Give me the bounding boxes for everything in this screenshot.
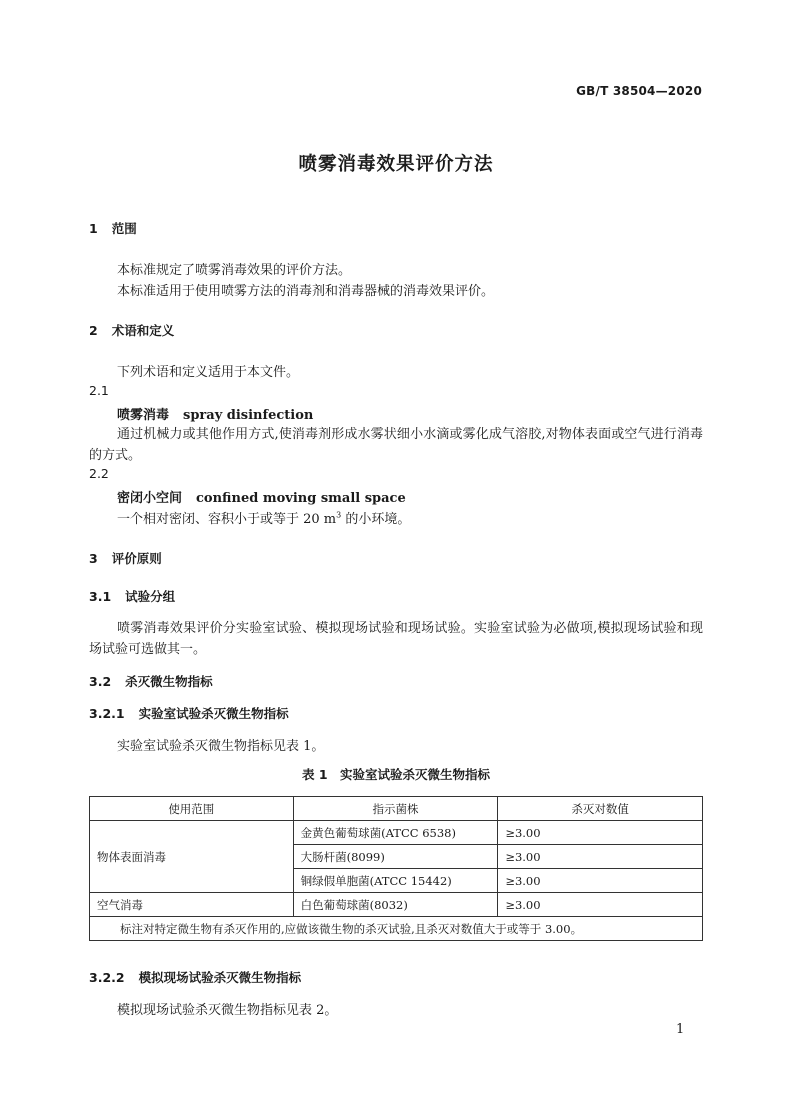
table-header: 使用范围 <box>90 797 294 821</box>
section-number: 3.2.1 <box>89 706 125 721</box>
paragraph: 实验室试验杀灭微生物指标见表 1。 <box>117 739 325 754</box>
section-title: 试验分组 <box>125 589 176 604</box>
term-zh: 密闭小空间 <box>117 491 183 506</box>
table-row <box>90 821 703 845</box>
value-cell: ≥3.00 <box>498 845 703 869</box>
paragraph: 喷雾消毒效果评价分实验室试验、模拟现场试验和现场试验。实验室试验为必做项,模拟现场试验和现场试验可选做其一。 <box>89 621 703 657</box>
document-title: 喷雾消毒效果评价方法 <box>298 154 494 175</box>
table-caption: 表 1 实验室试验杀灭微生物指标 <box>301 767 491 782</box>
section-3-2-heading <box>89 672 213 690</box>
strain-cell: 金黄色葡萄球菌(ATCC 6538) <box>293 821 498 845</box>
section-title: 实验室试验杀灭微生物指标 <box>138 706 289 721</box>
table-note-row <box>90 917 703 941</box>
term-en: spray disinfection <box>183 408 314 423</box>
section-number: 1 <box>89 221 98 236</box>
term-2-1 <box>117 404 313 423</box>
term-2-2 <box>117 487 406 506</box>
strain-cell: 铜绿假单胞菌(ATCC 15442) <box>293 869 498 893</box>
table-row <box>90 893 703 917</box>
standard-code: GB/T 38504—2020 <box>576 84 702 98</box>
definition-text: 的小环境。 <box>341 512 411 527</box>
paragraph: 本标准规定了喷雾消毒效果的评价方法。 <box>117 263 352 278</box>
section-3-2-2-heading <box>89 968 301 986</box>
section-number: 3.2 <box>89 674 112 689</box>
term-zh: 喷雾消毒 <box>117 408 170 423</box>
section-3-2-1-heading <box>89 704 289 722</box>
section-title: 杀灭微生物指标 <box>125 674 213 689</box>
section-3-1-heading <box>89 587 175 605</box>
paragraph: 下列术语和定义适用于本文件。 <box>117 365 300 380</box>
table-header-row <box>90 797 703 821</box>
section-number: 3.2.2 <box>89 970 125 985</box>
paragraph: 模拟现场试验杀灭微生物指标见表 2。 <box>117 1003 338 1018</box>
section-number: 3.1 <box>89 589 112 604</box>
section-number: 2 <box>89 323 98 338</box>
table-header: 指示菌株 <box>293 797 498 821</box>
value-cell: ≥3.00 <box>498 821 703 845</box>
usage-cell: 空气消毒 <box>90 893 294 917</box>
table-header: 杀灭对数值 <box>498 797 703 821</box>
superscript: 3 <box>336 510 342 520</box>
page-number: 1 <box>676 1022 685 1037</box>
paragraph: 本标准适用于使用喷雾方法的消毒剂和消毒器械的消毒效果评价。 <box>117 284 495 299</box>
section-title: 范围 <box>111 221 137 236</box>
section-3-heading <box>89 549 162 567</box>
value-cell: ≥3.00 <box>498 869 703 893</box>
section-title: 模拟现场试验杀灭微生物指标 <box>138 970 302 985</box>
term-number: 2.1 <box>89 383 109 398</box>
term-definition: 通过机械力或其他作用方式,使消毒剂形成水雾状细小水滴或雾化成气溶胶,对物体表面或空气进行消毒的方式。 <box>89 427 703 463</box>
table-1 <box>89 796 703 941</box>
section-2-heading <box>89 321 174 339</box>
value-cell: ≥3.00 <box>498 893 703 917</box>
term-number: 2.2 <box>89 466 109 481</box>
strain-cell: 大肠杆菌(8099) <box>293 845 498 869</box>
usage-cell: 物体表面消毒 <box>90 821 294 893</box>
term-en: confined moving small space <box>196 491 406 506</box>
strain-cell: 白色葡萄球菌(8032) <box>293 893 498 917</box>
definition-text: 一个相对密闭、容积小于或等于 20 m <box>117 512 337 527</box>
section-1-heading <box>89 219 137 237</box>
section-number: 3 <box>89 551 98 566</box>
section-title: 术语和定义 <box>111 323 175 338</box>
table-note: 标注对特定微生物有杀灭作用的,应做该微生物的杀灭试验,且杀灭对数值大于或等于 3.00。 <box>90 917 703 941</box>
term-definition <box>117 508 410 527</box>
section-title: 评价原则 <box>111 551 162 566</box>
